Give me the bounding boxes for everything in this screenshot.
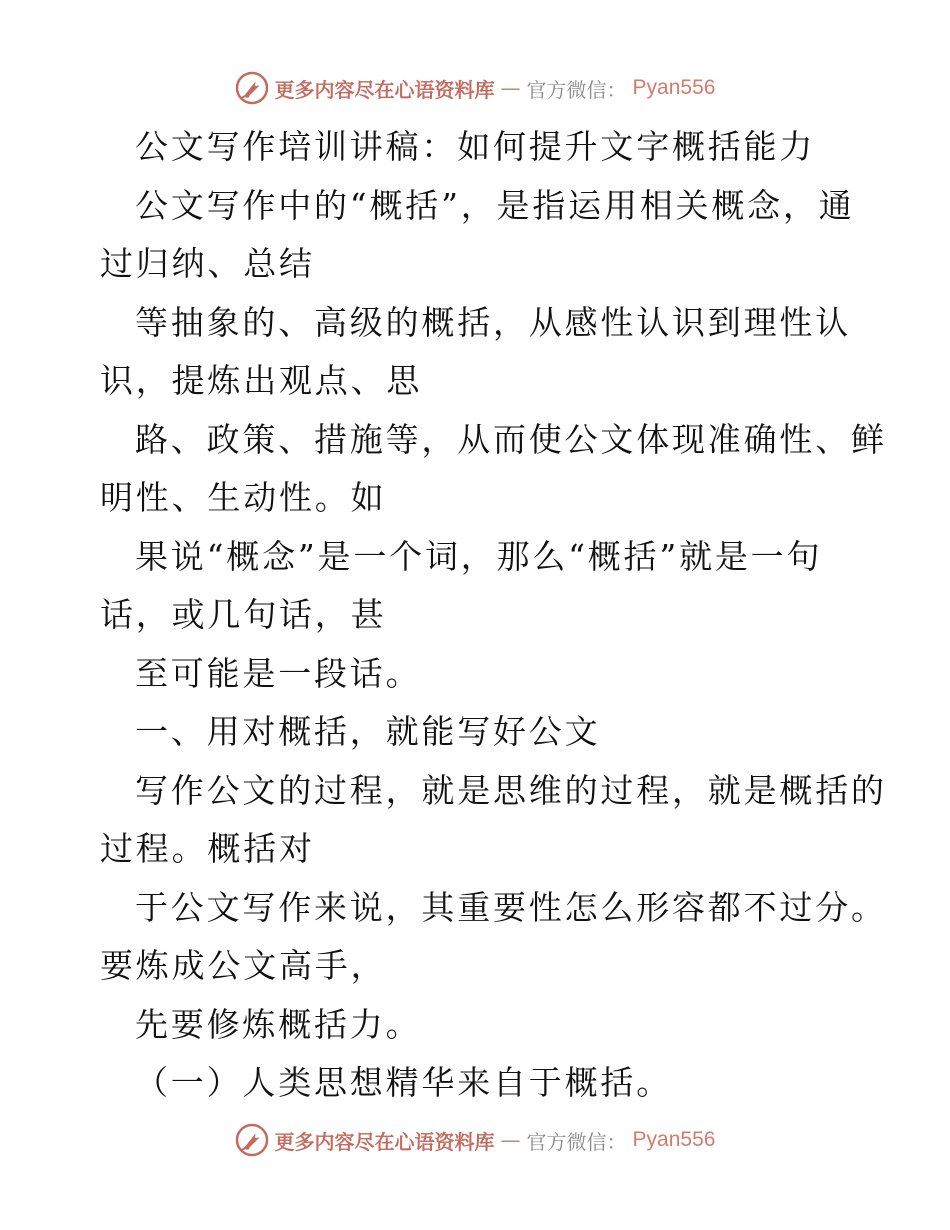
footer-watermark: [0, 1120, 950, 1160]
text-line: 明性、生动性。如: [100, 478, 387, 517]
text-line: 先要修炼概括力。: [135, 1004, 422, 1044]
watermark-official-label: 官方微信：: [526, 1129, 627, 1154]
text-line: 公文写作培训讲稿：如何提升文字概括能力: [135, 127, 816, 166]
watermark-official-label: 官方微信：: [526, 77, 627, 102]
subsection-heading: （一）人类思想精华来自于概括。: [135, 1063, 672, 1102]
pen-nib-logo-icon: [235, 1123, 269, 1157]
text-line: 过程。概括对: [100, 829, 315, 868]
pen-nib-logo-icon: [235, 71, 269, 105]
document-body: [100, 118, 887, 1113]
text-line: 识，提炼出观点、思: [100, 361, 423, 400]
text-line: 路、政策、措施等，从而使公文体现准确性、鲜: [135, 419, 887, 459]
text-line: 要炼成公文高手，: [100, 946, 387, 985]
watermark-wechat-id: Pyan556: [632, 1128, 716, 1151]
text-line: 话，或几句话，甚: [100, 595, 387, 634]
watermark-separator: —: [500, 76, 521, 100]
watermark-brand: 更多内容尽在心语资料库: [274, 77, 495, 102]
watermark-wechat-id: Pyan556: [632, 76, 716, 99]
text-line: 写作公文的过程，就是思维的过程，就是概括的: [135, 770, 887, 810]
text-line: 至可能是一段话。: [135, 653, 422, 693]
text-line: 过归纳、总结: [100, 244, 315, 283]
watermark-brand: 更多内容尽在心语资料库: [274, 1129, 495, 1154]
header-watermark: [0, 68, 950, 108]
text-line: 果说“概念”是一个词，那么“概括”就是一句: [135, 536, 823, 576]
text-line: 于公文写作来说，其重要性怎么形容都不过分。: [135, 887, 887, 927]
section-heading: 一、用对概括，就能写好公文: [135, 712, 601, 751]
watermark-separator: —: [500, 1128, 521, 1152]
text-line: 公文写作中的“概括”，是指运用相关概念，通: [135, 185, 855, 225]
text-line: 等抽象的、高级的概括，从感性认识到理性认: [135, 302, 851, 342]
